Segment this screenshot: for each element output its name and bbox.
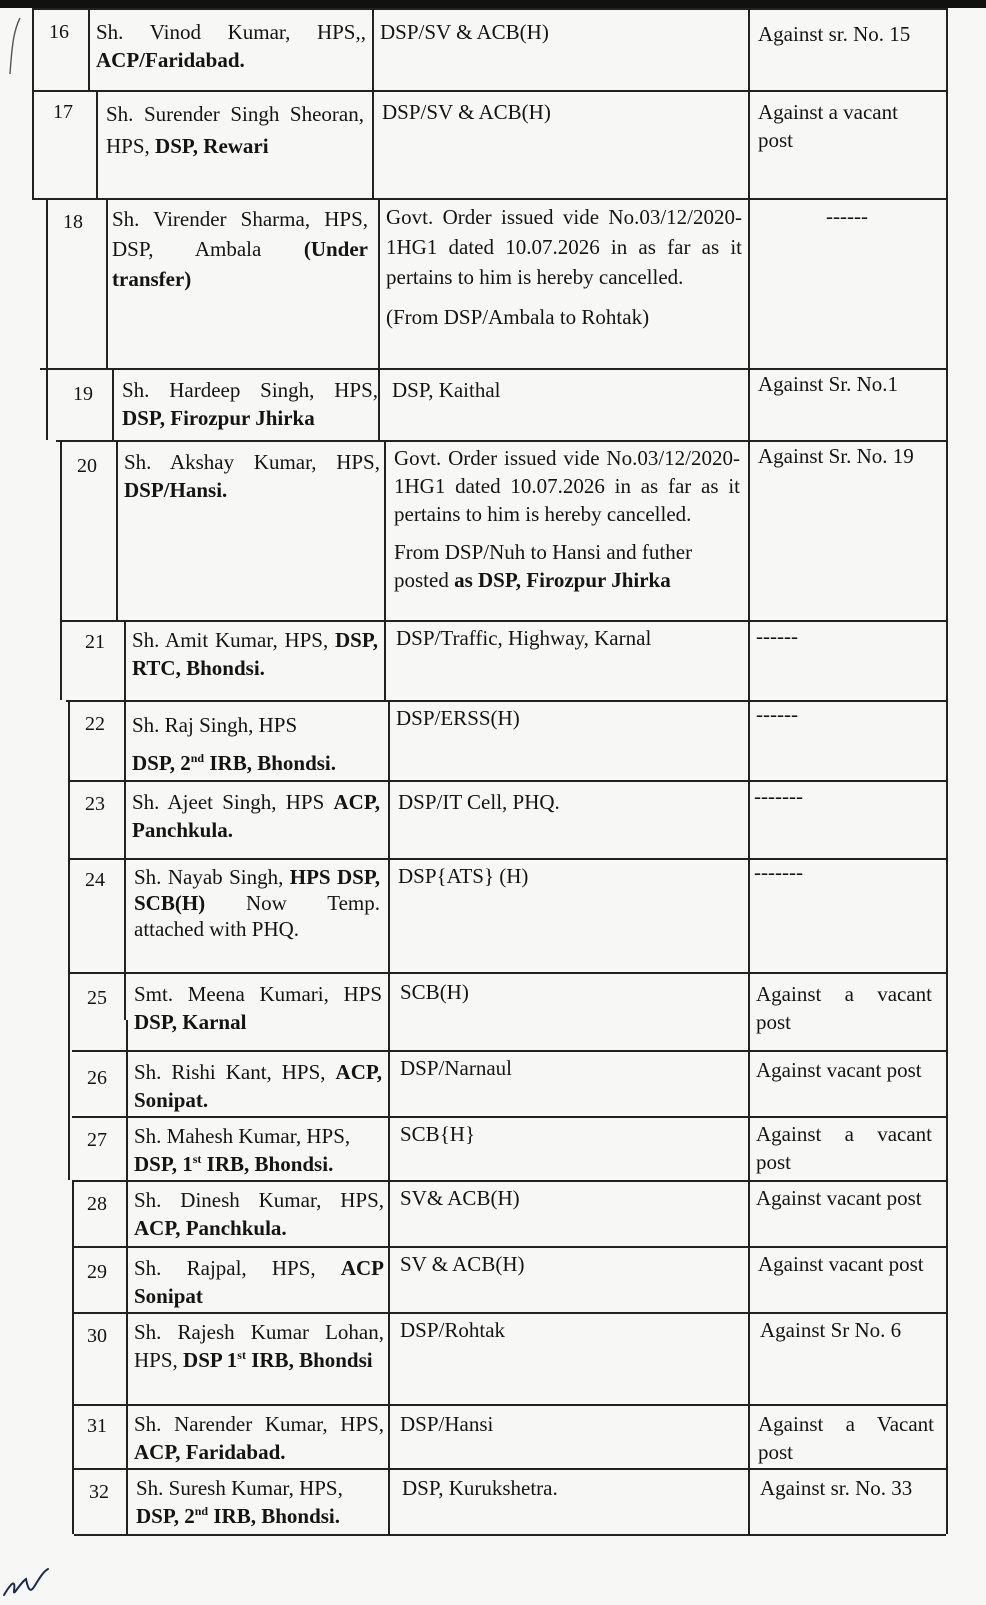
new-posting: DSP/IT Cell, PHQ. — [398, 790, 560, 814]
table-row — [0, 858, 986, 972]
officer-name: Sh. Vinod Kumar, HPS,, ACP/Faridabad. — [96, 20, 366, 72]
column-divider — [372, 8, 374, 198]
table-row — [0, 1116, 986, 1180]
serial-number: 21 — [85, 631, 105, 653]
column-divider — [88, 8, 90, 90]
serial-number: 28 — [87, 1193, 107, 1215]
table-row — [0, 1180, 986, 1246]
top-edge-bar — [0, 0, 986, 8]
remarks: Against a vacant post — [756, 982, 932, 1034]
column-divider — [388, 700, 390, 1534]
serial-number: 25 — [87, 987, 107, 1009]
table-left-border — [32, 8, 34, 198]
table-left-border — [72, 1180, 74, 1534]
officer-name: Sh. Dinesh Kumar, HPS, ACP, Panchkula. — [134, 1188, 384, 1240]
officer-name: Sh. Amit Kumar, HPS, DSP, RTC, Bhondsi. — [132, 628, 378, 680]
new-posting: Govt. Order issued vide No.03/12/2020-1HG1 dated 10.07.2026 in as far as it pertains to him is hereby cancelled. From DSP/Nuh to Hansi and futher posted as DSP, Firozpur Jhirka — [394, 446, 740, 592]
column-divider — [748, 8, 750, 1534]
row-divider — [72, 1468, 946, 1470]
row-divider — [40, 368, 948, 370]
row-divider — [68, 858, 946, 860]
new-posting: DSP/Rohtak — [400, 1318, 506, 1342]
new-posting: DSP/SV & ACB(H) — [382, 100, 551, 124]
column-divider — [116, 440, 118, 620]
table-right-border — [946, 8, 948, 1534]
table-row — [0, 90, 986, 198]
remarks: ------ — [756, 702, 798, 726]
row-divider — [72, 1404, 946, 1406]
serial-number: 32 — [89, 1481, 109, 1503]
table-left-border — [60, 440, 62, 700]
serial-number: 24 — [85, 869, 105, 891]
column-divider — [378, 198, 380, 440]
new-posting: Govt. Order issued vide No.03/12/2020-1HG1 dated 10.07.2026 in as far as it pertains to him is hereby cancelled. (From DSP/Ambala to Rohtak) — [386, 205, 742, 329]
remarks: Against Sr No. 6 — [760, 1318, 902, 1342]
column-divider — [96, 90, 98, 198]
new-posting: SCB{H} — [400, 1122, 476, 1146]
serial-number: 29 — [87, 1261, 107, 1283]
handwritten-signature — [0, 1555, 80, 1605]
new-posting: SCB(H) — [400, 980, 469, 1004]
table-row — [0, 1404, 986, 1468]
table-row — [0, 440, 986, 620]
officer-name: Sh. Raj Singh, HPS DSP, 2nd IRB, Bhondsi. — [132, 713, 337, 775]
officer-name: Sh. Rajpal, HPS, ACP Sonipat — [134, 1256, 384, 1308]
remarks: Against vacant post — [756, 1186, 922, 1210]
row-divider — [70, 972, 946, 974]
officer-name: Sh. Hardeep Singh, HPS, DSP, Firozpur Jhirka — [122, 378, 378, 430]
table-row — [0, 198, 986, 368]
table-left-border — [46, 198, 48, 440]
remarks: ------ — [826, 204, 868, 228]
serial-number: 20 — [77, 455, 97, 477]
table-row — [0, 700, 986, 780]
table-row — [0, 972, 986, 1050]
table-row — [0, 368, 986, 440]
officer-name: Sh. Mahesh Kumar, HPS, DSP, 1st IRB, Bhondsi. — [134, 1124, 351, 1176]
column-divider — [126, 1020, 128, 1534]
new-posting: DSP/Narnaul — [400, 1056, 512, 1080]
row-divider — [72, 1312, 946, 1314]
remarks: Against Sr. No. 19 — [758, 444, 914, 468]
remarks: Against vacant post — [756, 1058, 922, 1082]
remarks: Against a vacant post — [756, 1122, 932, 1174]
table-row — [0, 8, 986, 90]
new-posting: DSP, Kaithal — [392, 378, 501, 402]
column-divider — [106, 198, 108, 368]
row-divider — [66, 700, 946, 702]
column-divider — [124, 620, 126, 1020]
new-posting: DSP/ERSS(H) — [396, 706, 520, 730]
officer-name: Sh. Rishi Kant, HPS, ACP, Sonipat. — [134, 1060, 383, 1112]
officer-name: Sh. Narender Kumar, HPS, ACP, Faridabad. — [134, 1412, 384, 1464]
serial-number: 31 — [87, 1415, 107, 1437]
table-row — [0, 1050, 986, 1116]
table-row — [0, 1312, 986, 1404]
officer-name: Sh. Surender Singh Sheoran, HPS, DSP, Rewari — [106, 102, 364, 158]
officer-name: Sh. Suresh Kumar, HPS, DSP, 2nd IRB, Bhondsi. — [136, 1476, 343, 1528]
new-posting: DSP/Hansi — [400, 1412, 494, 1436]
new-posting: DSP/SV & ACB(H) — [380, 20, 549, 44]
remarks: Against a vacant post — [758, 100, 898, 152]
remarks: Against Sr. No.1 — [758, 372, 899, 396]
new-posting: SV & ACB(H) — [400, 1252, 525, 1276]
officer-name: Smt. Meena Kumari, HPS DSP, Karnal — [134, 982, 382, 1034]
remarks: ------- — [754, 784, 803, 808]
serial-number: 17 — [53, 101, 73, 123]
row-divider — [32, 90, 948, 92]
serial-number: 26 — [87, 1067, 107, 1089]
table-row — [0, 1246, 986, 1312]
remarks: Against a Vacant post — [758, 1412, 934, 1464]
new-posting: DSP{ATS} (H) — [398, 864, 529, 888]
officer-name: Sh. Nayab Singh, HPS DSP, SCB(H) Now Temp. attached with PHQ. — [134, 865, 380, 941]
table-left-border — [68, 700, 70, 1180]
row-divider — [60, 620, 948, 622]
row-divider — [72, 1050, 946, 1052]
officer-name: Sh. Ajeet Singh, HPS ACP, Panchkula. — [132, 790, 380, 842]
remarks: ------- — [754, 860, 803, 884]
row-divider — [32, 8, 948, 10]
serial-number: 23 — [85, 793, 105, 815]
row-divider — [32, 198, 948, 200]
new-posting: DSP, Kurukshetra. — [402, 1476, 558, 1500]
officer-name: Sh. Rajesh Kumar Lohan, HPS, DSP 1st IRB, Bhondsi — [134, 1320, 384, 1372]
serial-number: 19 — [73, 383, 93, 405]
column-divider — [112, 368, 114, 440]
row-divider — [56, 440, 948, 442]
row-divider — [72, 1116, 946, 1118]
officer-name: Sh. Akshay Kumar, HPS, DSP/Hansi. — [124, 450, 380, 502]
row-divider — [72, 1246, 946, 1248]
new-posting: SV& ACB(H) — [400, 1186, 520, 1210]
serial-number: 18 — [63, 211, 83, 233]
serial-number: 22 — [85, 713, 105, 735]
serial-number: 16 — [49, 21, 69, 43]
table-row — [0, 620, 986, 700]
remarks: Against vacant post — [758, 1252, 924, 1276]
column-divider — [384, 440, 386, 700]
transfer-order-table — [0, 8, 986, 1600]
table-row — [0, 1468, 986, 1534]
remarks: Against sr. No. 33 — [760, 1476, 913, 1500]
page-edge-mark — [4, 16, 22, 76]
serial-number: 27 — [87, 1129, 107, 1151]
new-posting: DSP/Traffic, Highway, Karnal — [396, 626, 652, 650]
serial-number: 30 — [87, 1325, 107, 1347]
row-divider — [68, 780, 946, 782]
officer-name: Sh. Virender Sharma, HPS, DSP, Ambala (Under transfer) — [112, 207, 368, 291]
table-bottom-border — [74, 1534, 946, 1536]
row-divider — [72, 1180, 946, 1182]
table-row — [0, 780, 986, 858]
remarks: Against sr. No. 15 — [758, 22, 911, 46]
remarks: ------ — [756, 624, 798, 648]
